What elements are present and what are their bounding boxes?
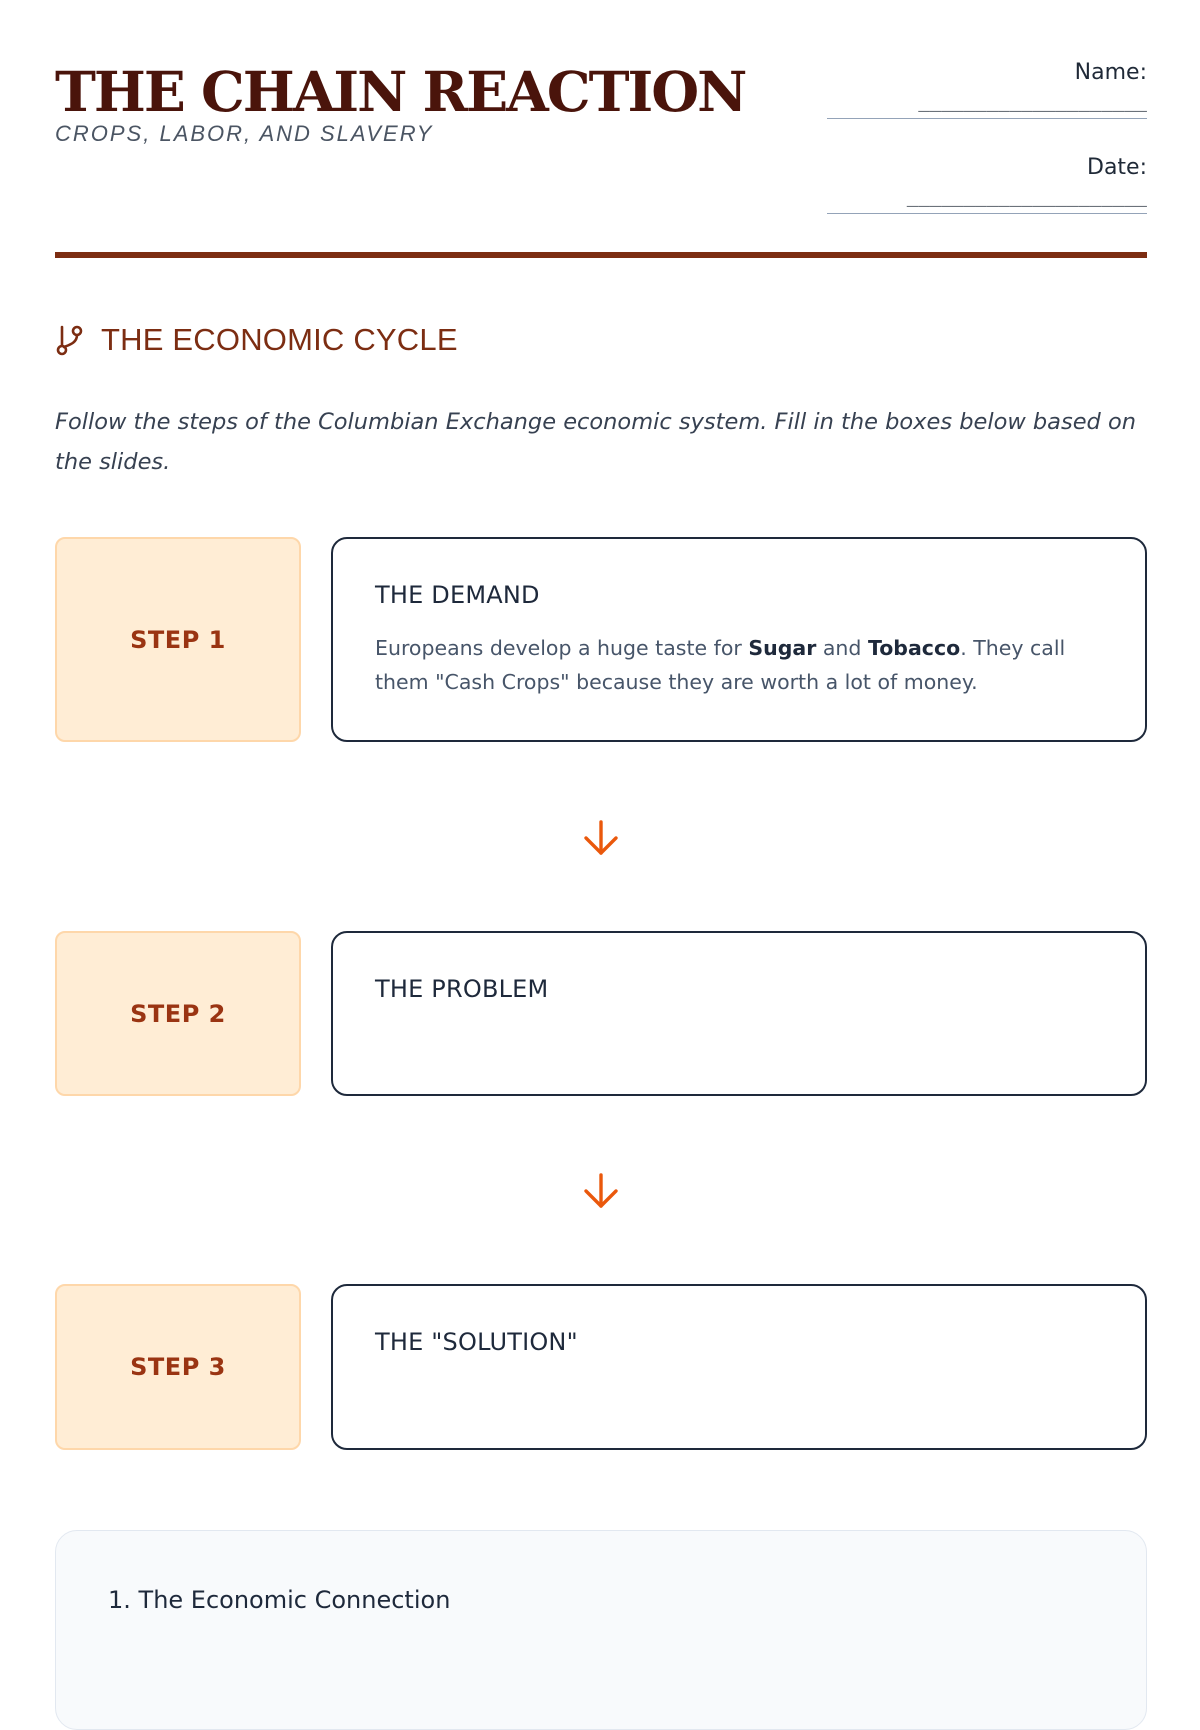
step-badge-label: STEP 3 xyxy=(130,1353,226,1381)
date-blank[interactable]: _____________________ xyxy=(827,181,1147,214)
question-box xyxy=(55,1530,1147,1730)
step-text-part: Europeans develop a huge taste for xyxy=(375,636,749,660)
step-text-part: and xyxy=(816,636,868,660)
step-card-problem[interactable] xyxy=(331,931,1147,1096)
arrow-down-icon xyxy=(580,817,622,859)
step-card-text xyxy=(375,631,1095,699)
arrow-down-icon xyxy=(580,1170,622,1212)
step-card-title: THE "SOLUTION" xyxy=(375,1328,578,1356)
step-badge xyxy=(55,931,301,1096)
step-text-part: . They call them "Cash Crops" because they are worth a lot of money. xyxy=(375,636,1066,694)
date-field[interactable] xyxy=(827,155,1147,214)
name-field[interactable] xyxy=(827,60,1147,119)
step-row-2 xyxy=(55,931,1147,1096)
page-title: THE CHAIN REACTION xyxy=(55,59,746,124)
git-branch-icon xyxy=(55,323,85,357)
section-heading xyxy=(55,320,458,360)
step-card-title: THE DEMAND xyxy=(375,581,540,609)
section-title: THE ECONOMIC CYCLE xyxy=(101,322,458,357)
step-badge xyxy=(55,537,301,742)
step-text-bold-sugar: Sugar xyxy=(748,636,817,660)
step-row-3 xyxy=(55,1284,1147,1450)
worksheet-page xyxy=(55,0,1147,1614)
step-card-solution[interactable] xyxy=(331,1284,1147,1450)
question-title: 1. The Economic Connection xyxy=(108,1586,451,1614)
instructions-text: Follow the steps of the Columbian Exchange economic system. Fill in the boxes below based on the slides. xyxy=(55,409,1136,475)
date-label: Date: xyxy=(1087,155,1147,180)
step-row-1 xyxy=(55,537,1147,742)
step-badge xyxy=(55,1284,301,1450)
step-card-demand[interactable] xyxy=(331,537,1147,742)
header-divider xyxy=(55,252,1147,258)
step-text-bold-tobacco: Tobacco xyxy=(867,636,961,660)
name-blank[interactable]: ____________________ xyxy=(827,86,1147,119)
name-label: Name: xyxy=(1074,60,1147,85)
step-badge-label: STEP 2 xyxy=(130,999,226,1028)
page-subtitle: CROPS, LABOR, AND SLAVERY xyxy=(55,121,434,146)
worksheet-header xyxy=(55,55,1147,260)
step-card-title: THE PROBLEM xyxy=(375,975,549,1003)
step-badge-label: STEP 1 xyxy=(130,625,226,654)
